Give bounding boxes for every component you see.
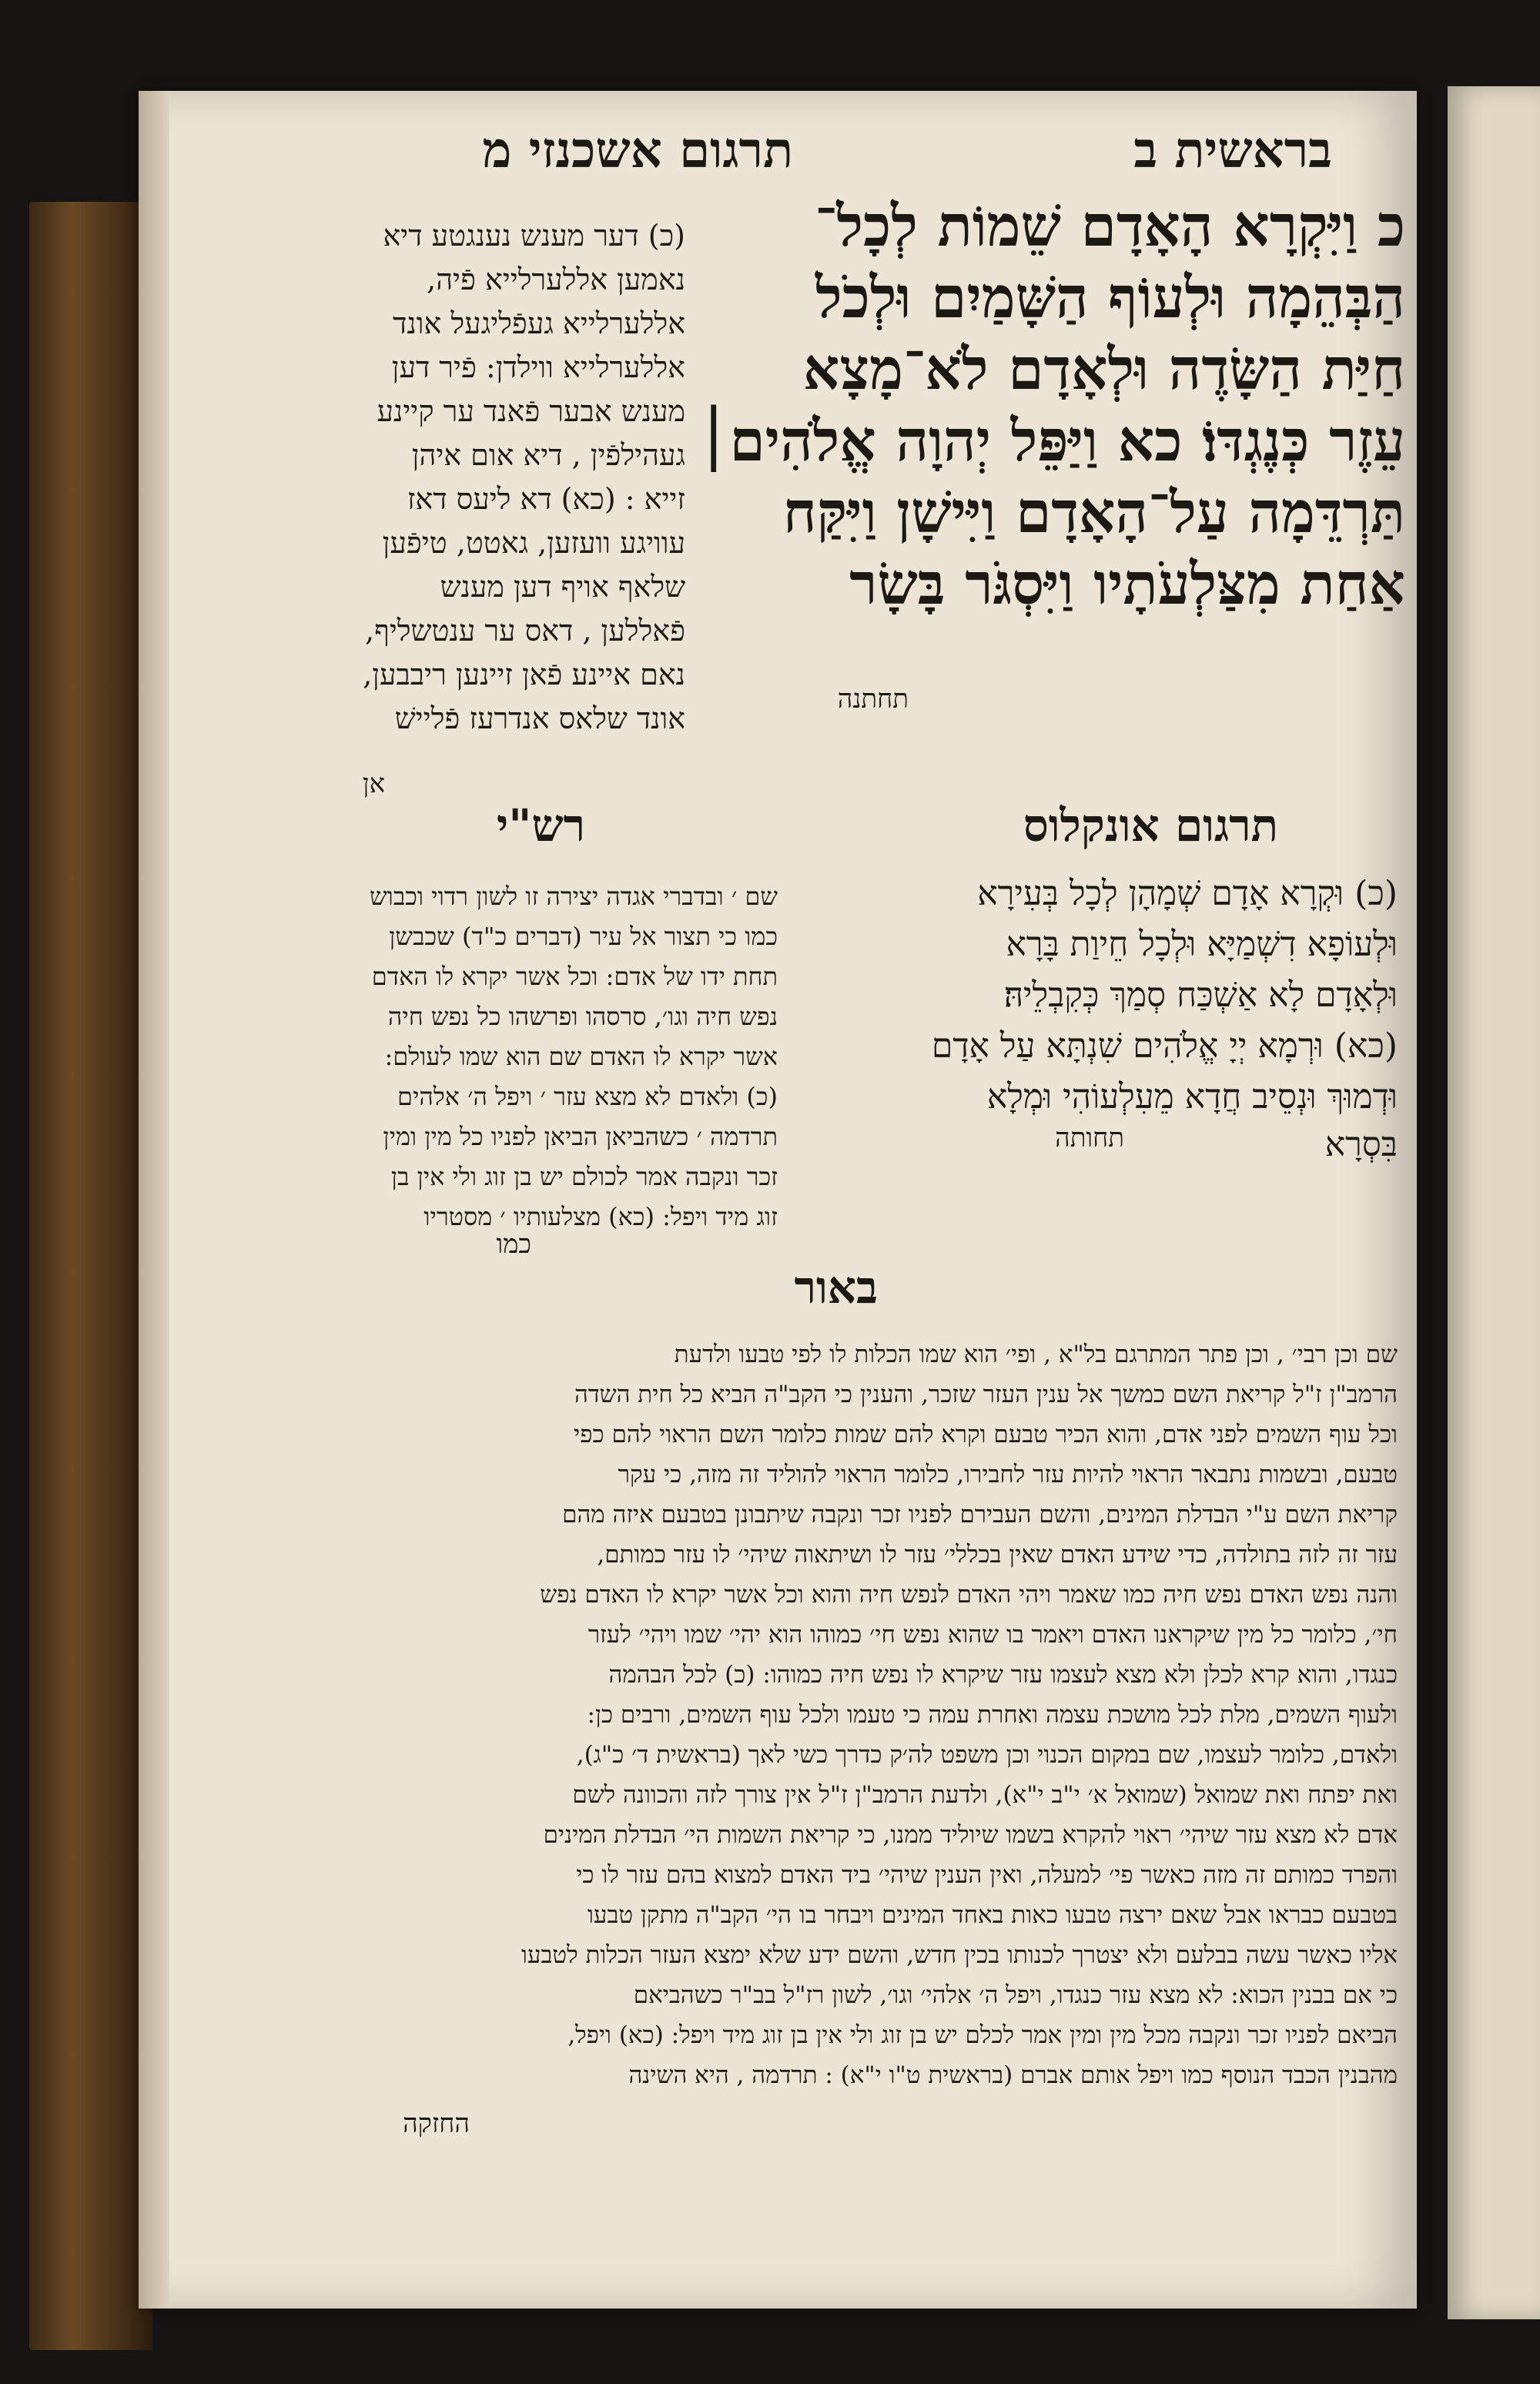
onkelos-line: וּלְעוֹפָא דִשְׁמַיָּא וּלְכָל חֵיוַת בָּרָא bbox=[1006, 925, 1398, 964]
biur-line: ולעוף השמים, מלת לכל מושכת עצמה ואחרת עמה כי טעמו ולכל עוף השמים, ורבים כן: bbox=[587, 1701, 1398, 1729]
rashi-catchword: כמו bbox=[496, 1229, 531, 1260]
rashi-line: (כ) ולאדם לא מצא עזר ׳ ויפל ה׳ אלהים bbox=[397, 1082, 778, 1111]
biur-line: קריאת השם ע"י הבדלת המינים, והשם העבירם לפניו זכר ונקבה שיתבונן בטבעם איזה מהם bbox=[562, 1501, 1398, 1529]
biur-line: והפרד כמותם זה מזה כאשר פי׳ למעלה, ואין הענין שיהי׳ ביד האדם למצוא בהם עזר לו כי bbox=[576, 1861, 1398, 1889]
verse-line: חַיַּת הַשָּׂדֶה וּלְאָדָם לֹא־מָצָא bbox=[802, 337, 1405, 403]
page-gutter bbox=[139, 91, 169, 2309]
yiddish-translation-column bbox=[293, 214, 685, 741]
biur-line: מהבנין הכבד הנוסף כמו ויפל אותם אברם (בראשית ט"ו י"א) : תרדמה , היא השינה bbox=[628, 2061, 1398, 2089]
facing-page-edge bbox=[1448, 86, 1540, 2319]
biur-line: בטבעם כבראו אבל שאם ירצה טבעו כאות באחד המינים ויבחר בו הי׳ הקב"ה מתקן טבעו bbox=[587, 1901, 1398, 1929]
yiddish-line: שלאף אויף דען מענש bbox=[440, 570, 685, 604]
yiddish-line: אללערלייא ווילדן: פֿיר דען bbox=[391, 350, 685, 384]
biur-line: טבעם, ובשמות נתבאר הראוי להיות עזר לחבירו, כלומר הראוי להוליד זה מזה, כי עקר bbox=[618, 1461, 1398, 1488]
rashi-line: נפש חיה וגו׳, סרסהו ופרשהו כל נפש חיה bbox=[387, 1002, 778, 1031]
onkelos-line: (כ) וּקְרָא אָדָם שְׁמָהָן לְכָל בְּעִירָא bbox=[977, 874, 1398, 913]
biur-line: חי׳, כלומר כל מין שיקראנו האדם ויאמר בו שהוא נפש חי׳ כמוהו הוא יהי׳ שמו ויהי׳ לעזר bbox=[588, 1621, 1398, 1649]
biur-line: עזר זה לזה בתולדה, כדי שידע האדם שאין בכללי׳ עזר לו ושיתאוה שיהי׳ לו עזר כמותם, bbox=[597, 1541, 1398, 1569]
rashi-line: זוג מיד ויפל: (כא) מצלעותיו ׳ מסטריו bbox=[424, 1202, 778, 1231]
running-header-yiddish: תרגום אשכנזי מ bbox=[482, 122, 793, 179]
yiddish-line: אונד שלאס אנדרעז פֿליישׁ bbox=[394, 701, 685, 735]
yiddish-line: נאם איינע פֿאן זיינען ריבבען, bbox=[363, 658, 685, 691]
biur-line: ולאדם, כלומר לעצמו, שם במקום הכנוי וכן משפט לה׳ק כדרך כשי לאך (בראשית ד׳ כ"ג), bbox=[576, 1741, 1398, 1769]
biur-line: ואת יפתח ואת שמואל (שמואל א׳ י"ב י"א), ולדעת הרמב"ן ז"ל אין צורך לזה והכוונה לשם bbox=[572, 1781, 1398, 1809]
verse-line: הַבְּהֵמָה וּלְעוֹף הַשָּׁמַיִם וּלְכֹל bbox=[815, 265, 1405, 331]
yiddish-line: נאמען אללערלייא פֿיה, bbox=[427, 263, 685, 296]
yiddish-line: עוויגע וועזען, גאטט, טיפֿען bbox=[382, 526, 685, 560]
rashi-line: כמו כי תצור אל עיר (דברים כ"ד) שכבשן bbox=[389, 922, 778, 951]
rashi-title: רש"י bbox=[497, 799, 585, 852]
verse-line: אַחַת מִצַּלְעֹתָיו וַיִּסְגֹּר בָּשָׂר bbox=[849, 551, 1405, 618]
biur-line: וכל עוף השמים לפני אדם, והוא הכיר טבעם וקרא להם שמות כלומר השם הראוי להם כפי bbox=[574, 1421, 1398, 1448]
rashi-line: זכר ונקבה אמר לכולם יש בן זוג ולי אין בן bbox=[390, 1162, 778, 1191]
rashi-column bbox=[192, 876, 778, 1237]
running-header-book: בראשית ב bbox=[1133, 122, 1332, 179]
biur-title: באור bbox=[794, 1261, 878, 1314]
biur-commentary bbox=[196, 1334, 1398, 2095]
yiddish-line: מענש אבער פֿאנד ער קיינע bbox=[377, 394, 685, 428]
rashi-line: אשר יקרא לו האדם שם הוא שמו לעולם: bbox=[384, 1042, 778, 1071]
book-page bbox=[139, 91, 1417, 2309]
verse-line: עֵזֶר כְּנֶגְדּוֹ׃ כא וַיַּפֵּל יְהוָה אֱלֹהִים׀ bbox=[697, 408, 1405, 474]
onkelos-line: וּדְמוּךְ וּנְסֵיב חֲדָא מֵעִלְעוֹהִי וּמְלָא bbox=[986, 1077, 1398, 1117]
book-spine-edge bbox=[29, 202, 152, 2350]
onkelos-line: וּלְאָדָם לָא אַשְׁכַּח סְמַךְ כְּקִבְלֵיהּ׃ bbox=[1003, 976, 1398, 1015]
biur-line: הרמב"ן ז"ל קריאת השם כמשך אל ענין העזר שזכר, והענין כי הקב"ה הביא כל חית השדה bbox=[574, 1381, 1398, 1408]
yiddish-line: אללערלייא געפֿליגעל אונד bbox=[393, 306, 685, 340]
yiddish-line: פֿאללען , דאס ער ענטשליף, bbox=[365, 614, 685, 648]
verse-line: כ וַיִּקְרָא הָאָדָם שֵׁמוֹת לְכָל־ bbox=[815, 193, 1405, 259]
hebrew-verse-block bbox=[697, 191, 1405, 621]
verse-line: תַּרְדֵּמָה עַל־הָאָדָם וַיִּישָׁן וַיִּקַּח bbox=[782, 480, 1405, 546]
rashi-line: תחת ידו של אדם: וכל אשר יקרא לו האדם bbox=[371, 962, 778, 991]
yiddish-line: זייא : (כא) דא ליעס דאז bbox=[407, 482, 685, 516]
biur-line: שם וכן רבי׳ , וכן פתר המתרגם בל"א , ופי׳ הוא שמו הכלות לו לפי טבעו ולדעת bbox=[674, 1341, 1398, 1368]
biur-catchword: החזקה bbox=[403, 2108, 470, 2139]
biur-line: הביאם לפניו זכר ונקבה מכל מין ומין אמר לכלם יש בן זוג ולי אין בן זוג מיד ויפל: (כא) ויפל, bbox=[567, 2021, 1398, 2049]
yiddish-catchword: אן bbox=[362, 768, 385, 799]
verse-catchword: תחתנה bbox=[837, 684, 909, 715]
yiddish-line: (כ) דער מענש נענגטע דיא bbox=[383, 219, 685, 253]
onkelos-line: (כא) וּרְמָא יְיָ אֱלֹהִים שִׁנְתָּא עַל אָדָם bbox=[931, 1026, 1398, 1066]
yiddish-line: געהילפֿין , דיא אום איהן bbox=[411, 438, 685, 472]
onkelos-last-word: בִּסְרָא bbox=[1324, 1125, 1398, 1164]
onkelos-title: תרגום אונקלוס bbox=[1023, 799, 1278, 852]
onkelos-column bbox=[812, 869, 1398, 1123]
onkelos-catchword: תחותה bbox=[1055, 1123, 1124, 1153]
biur-line: והנה נפש האדם נפש חיה כמו שאמר ויהי האדם לנפש חיה והוא וכל אשר יקרא לו האדם נפש bbox=[540, 1581, 1398, 1609]
biur-line: אדם לא מצא עזר שיהי׳ ראוי להקרא בשמו שיוליד ממנו, כי קריאת השמות הי׳ הבדלת המינים bbox=[543, 1821, 1398, 1849]
biur-line: כי אם בבנין הכוא: לא מצא עזר כנגדו, ויפל ה׳ אלהי׳ וגו׳, לשון רז"ל בב"ר כשהביאם bbox=[633, 1981, 1398, 2009]
rashi-line: תרדמה ׳ כשהביאן הביאן לפניו כל מין ומין bbox=[383, 1122, 778, 1151]
biur-line: כנגדו, והוא קרא לכלן ולא מצא לעצמו עזר שיקרא לו נפש חיה כמוהו: (כ) לכל הבהמה bbox=[608, 1661, 1398, 1689]
biur-line: אליו כאשר עשה בבלעם ולא יצטרך לכנותו בכין חדש, והשם ידע שלא ימצא העזר הכלות לטבעו bbox=[521, 1941, 1398, 1969]
rashi-line: שם ׳ ובדברי אגדה יצירה זו לשון רדוי וכבוש bbox=[369, 882, 778, 911]
